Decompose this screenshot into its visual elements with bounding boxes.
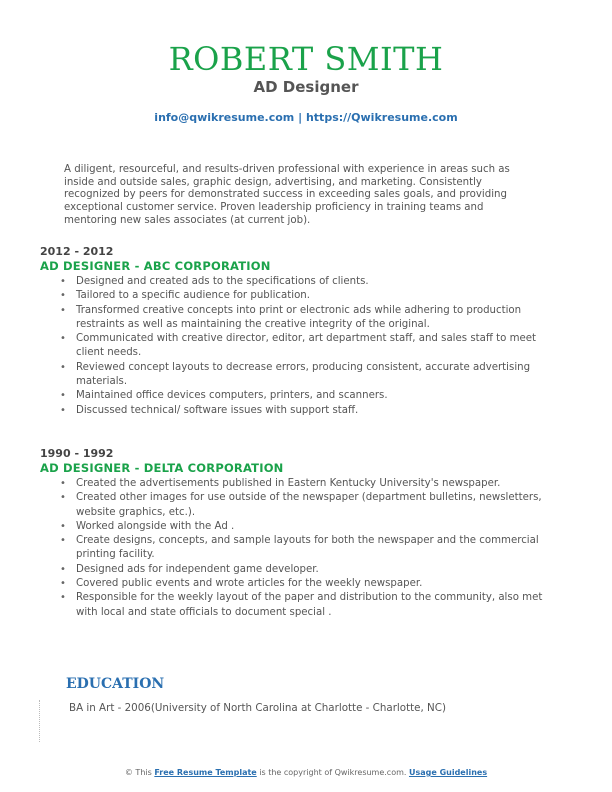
bullet-item: • Tailored to a specific audience for publication. xyxy=(76,289,560,303)
bullet-item: • Discussed technical/ software issues with support staff. xyxy=(76,404,560,418)
candidate-name: ROBERT SMITH xyxy=(168,40,444,78)
education-divider xyxy=(39,700,40,742)
education-heading: EDUCATION xyxy=(66,676,165,692)
free-resume-template-link[interactable]: Free Resume Template xyxy=(154,768,257,777)
bullet-item: • Created other images for use outside of the newspaper (department bulletins, newsletters, website graphics, etc.). xyxy=(76,491,560,520)
bullet-item: • Transformed creative concepts into print or electronic ads while adhering to production restraints as well as maintaining the creative integrity of the original. xyxy=(76,304,560,333)
bullet-item: • Worked alongside with the Ad . xyxy=(76,520,560,534)
job-dates: 1990 - 1992 xyxy=(40,447,114,460)
bullet-item: • Create designs, concepts, and sample layouts for both the newspaper and the commercial printing facility. xyxy=(76,534,560,563)
education-item: BA in Art - 2006(University of North Carolina at Charlotte - Charlotte, NC) xyxy=(69,702,446,714)
footer-prefix: © This xyxy=(124,768,155,777)
bullet-item: • Designed ads for independent game developer. xyxy=(76,563,560,577)
summary-paragraph: A diligent, resourceful, and results-driven professional with experience in areas such as inside and outside sales, graphic design, advertising, and marketing. Consistently recognized by peers for demonstrated success in exceeding sales goals, and providing exceptional customer service. Proven leadership proficiency in training teams and mentoring new sales associates (at current job). xyxy=(64,164,510,226)
usage-guidelines-link[interactable]: Usage Guidelines xyxy=(408,768,488,777)
bullet-item: • Communicated with creative director, editor, art department staff, and sales staff to meet client needs. xyxy=(76,332,560,361)
footer-middle: is the copyright of Qwikresume.com. xyxy=(256,768,409,777)
job-title: AD DESIGNER - DELTA CORPORATION xyxy=(40,461,284,475)
experience-entry xyxy=(40,245,560,418)
job-title: AD DESIGNER - ABC CORPORATION xyxy=(40,259,271,273)
bullet-item: • Responsible for the weekly layout of the paper and distribution to the community, also met with local and state officials to document special . xyxy=(76,591,560,620)
job-dates: 2012 - 2012 xyxy=(40,245,114,258)
email-link[interactable]: info@qwikresume.com xyxy=(154,111,295,124)
bullet-item: • Designed and created ads to the specifications of clients. xyxy=(76,275,560,289)
bullet-item: • Maintained office devices computers, printers, and scanners. xyxy=(76,389,560,403)
experience-entry xyxy=(40,447,560,620)
bullet-item: • Covered public events and wrote articles for the weekly newspaper. xyxy=(76,577,560,591)
footer xyxy=(0,768,612,778)
bullet-item: • Created the advertisements published in Eastern Kentucky University's newspaper. xyxy=(76,477,560,491)
job-bullets xyxy=(40,477,560,620)
contact-separator: | xyxy=(294,111,306,124)
bullet-item: • Reviewed concept layouts to decrease errors, producing consistent, accurate advertising materials. xyxy=(76,361,560,390)
job-bullets xyxy=(40,275,560,418)
contact-line xyxy=(0,111,612,125)
website-link[interactable]: https://Qwikresume.com xyxy=(305,111,458,124)
candidate-title: AD Designer xyxy=(253,78,359,96)
